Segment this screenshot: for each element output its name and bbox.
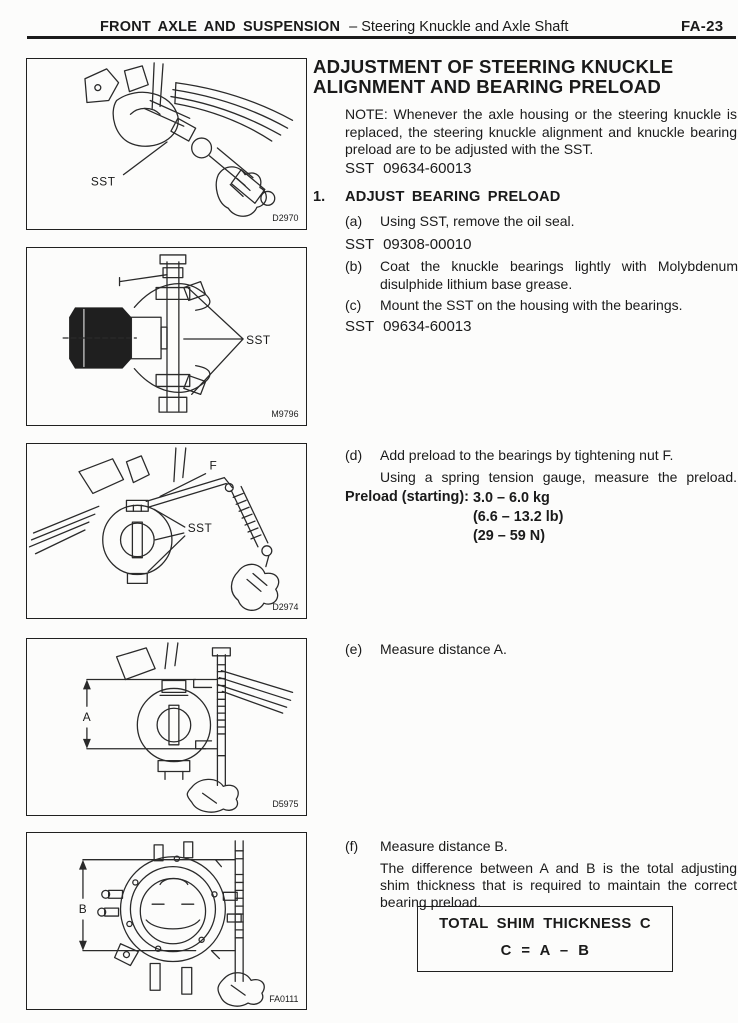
sst-label: SST xyxy=(246,332,271,347)
item-a-text: Using SST, remove the oil seal. xyxy=(380,213,575,229)
figure-code: D2970 xyxy=(272,213,299,224)
figure-preload-measurement-drawing xyxy=(27,444,306,618)
figure-oil-seal-removal-drawing xyxy=(27,59,306,229)
preload-spec xyxy=(345,489,563,546)
preload-label: Preload (starting): xyxy=(345,489,469,505)
figure-sst-mounted-drawing xyxy=(27,248,306,425)
sst-number-a: SST 09308-00010 xyxy=(345,236,472,253)
step-item-a xyxy=(345,213,738,231)
item-f-text: Measure distance B. xyxy=(380,838,508,854)
total-shim-thickness-box xyxy=(417,906,673,972)
knuckle-spring-gauge-sketch xyxy=(30,448,279,610)
step-item-d xyxy=(345,447,738,465)
item-a-label: (a) xyxy=(345,213,363,229)
section-heading-line1: ADJUSTMENT OF STEERING KNUCKLE xyxy=(313,56,674,77)
item-d-label: (d) xyxy=(345,447,363,463)
step-1-title: ADJUST BEARING PRELOAD xyxy=(345,189,561,205)
nut-f-label: F xyxy=(209,458,218,473)
section-heading xyxy=(313,57,673,96)
header-section-title: FRONT AXLE AND SUSPENSION xyxy=(100,19,341,35)
knuckle-caliper-sketch xyxy=(83,643,293,812)
step-item-f xyxy=(345,838,738,856)
distance-b-label: B xyxy=(78,902,88,917)
axle-knuckle-sketch xyxy=(85,63,293,216)
preload-values xyxy=(473,489,563,546)
figure-oil-seal-removal xyxy=(26,58,307,230)
item-c-text: Mount the SST on the housing with the bearings. xyxy=(380,297,683,313)
housing-cross-section-sketch xyxy=(63,255,243,412)
sst-leader-lines xyxy=(184,288,243,395)
sst-label: SST xyxy=(90,174,116,189)
item-e-text: Measure distance A. xyxy=(380,641,507,657)
sst-number-c: SST 09634-60013 xyxy=(345,318,472,335)
figure-distance-b-drawing xyxy=(27,833,306,1009)
figure-code: M9796 xyxy=(271,409,299,420)
preload-value-kg: 3.0 – 6.0 kg xyxy=(473,490,550,506)
page-number: FA-23 xyxy=(681,18,724,35)
item-b-label: (b) xyxy=(345,258,363,274)
distance-a-label: A xyxy=(82,710,92,725)
header-subsection-title: – Steering Knuckle and Axle Shaft xyxy=(349,19,569,35)
figure-distance-b-measurement xyxy=(26,832,307,1010)
step-item-b xyxy=(345,258,738,293)
item-b-text: Coat the knuckle bearings lightly with Molybdenum disulphide lithium base grease. xyxy=(380,258,738,292)
item-f-continuation: The difference between A and B is the total adjusting shim thickness that is required to maintain the correct bearing preload. xyxy=(380,860,737,910)
figure-code: FA0111 xyxy=(269,994,299,1005)
item-c-label: (c) xyxy=(345,297,362,313)
preload-value-lb: (6.6 – 13.2 lb) xyxy=(473,509,564,525)
shim-box-title: TOTAL SHIM THICKNESS C xyxy=(439,916,651,932)
item-d-continuation: Using a spring tension gauge, measure the preload. xyxy=(380,469,737,485)
shim-box-formula: C = A – B xyxy=(500,943,590,959)
step-1-heading xyxy=(313,189,561,205)
figure-distance-a-drawing xyxy=(27,639,306,815)
preload-value-n: (29 – 59 N) xyxy=(473,528,545,544)
figure-sst-mounted-cross-section xyxy=(26,247,307,426)
note-paragraph: NOTE: Whenever the axle housing or the steering knuckle is replaced, the steering knuckle alignment and knuckle bearing preload are to be adjusted with the SST. xyxy=(345,106,737,158)
step-item-c xyxy=(345,297,738,315)
housing-caliper-sketch xyxy=(79,841,264,1006)
figure-preload-measurement xyxy=(26,443,307,619)
item-e-label: (e) xyxy=(345,641,363,657)
item-f-label: (f) xyxy=(345,838,359,854)
extension-lines xyxy=(87,680,206,749)
step-1-number: 1. xyxy=(313,189,326,205)
step-item-e xyxy=(345,641,738,659)
item-d-text: Add preload to the bearings by tightening nut F. xyxy=(380,447,674,463)
section-heading-line2: ALIGNMENT AND BEARING PRELOAD xyxy=(313,75,662,97)
sst-label: SST xyxy=(187,520,213,535)
sst-leader-line xyxy=(124,142,167,175)
sst-number-note: SST 09634-60013 xyxy=(345,160,472,177)
header-rule xyxy=(27,36,736,39)
figure-code: D5975 xyxy=(272,799,299,810)
figure-distance-a-measurement xyxy=(26,638,307,816)
figure-code: D2974 xyxy=(272,602,299,613)
page-header xyxy=(100,19,568,35)
